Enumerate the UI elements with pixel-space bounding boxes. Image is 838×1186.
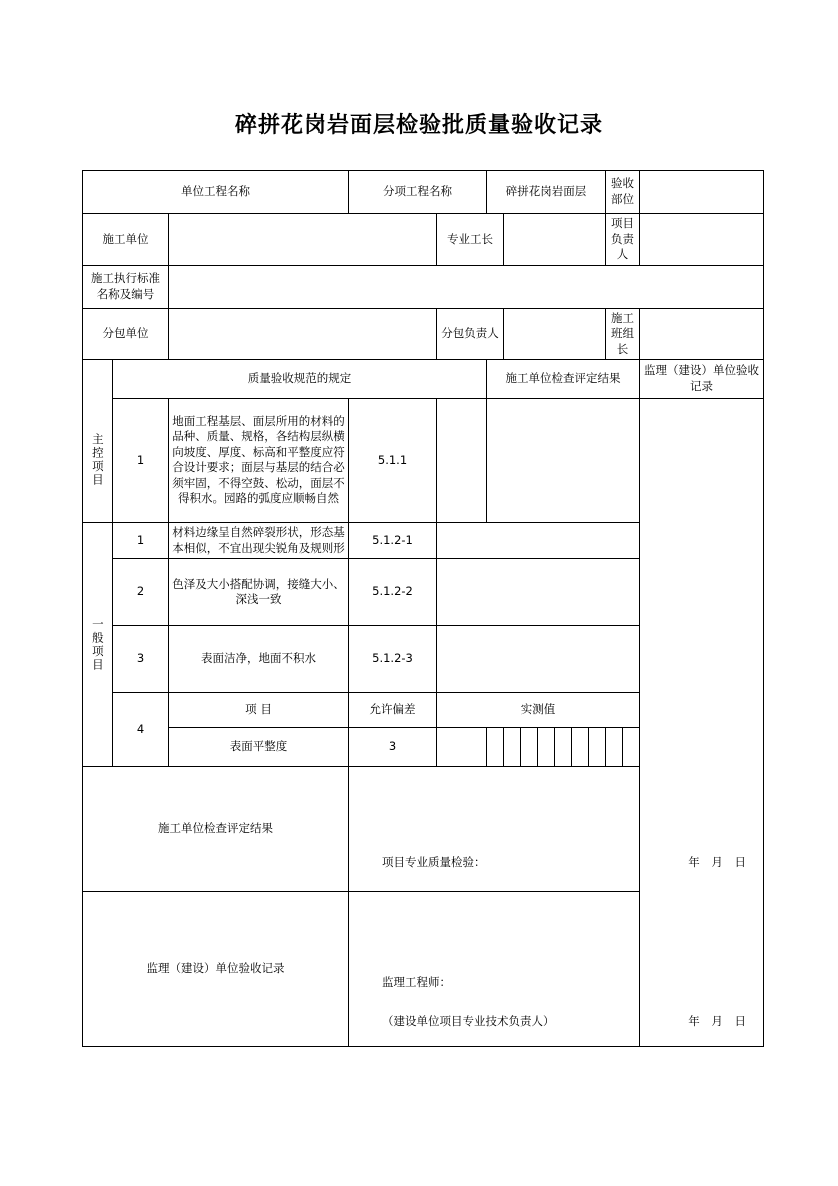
column-header-row [83,360,764,399]
supervision-label: 监理（建设）单位验收记录 [83,892,349,1047]
spec-column-header: 质量验收规范的规定 [113,360,487,399]
measured-cell-10[interactable] [623,728,640,767]
measured-cell-2[interactable] [487,728,504,767]
inspection-form-table [82,170,764,1047]
measured-cell-6[interactable] [555,728,572,767]
construction-unit-value[interactable] [169,214,437,266]
supervision-date-label: 年 月 日 [688,1014,751,1029]
general-item-desc-1: 材料边缘呈自然碎裂形状，形态基本相似，不宜出现尖锐角及规则形 [169,523,349,559]
page-title: 碎拼花岗岩面层检验批质量验收记录 [234,113,603,138]
project-leader-label: 项目负责人 [606,214,640,266]
general-section-label: 一般项目 [83,523,113,767]
measured-cell-9[interactable] [606,728,623,767]
supervision-block-row [83,892,764,1047]
measured-cell-8[interactable] [589,728,606,767]
general-item-no-2: 2 [113,559,169,626]
general-item-no-1: 1 [113,523,169,559]
acceptance-part-value[interactable] [640,171,764,214]
general-item-code-3: 5.1.2-3 [349,626,437,693]
construction-signature-label: 项目专业质量检验： [382,855,486,870]
main-item-row-1 [83,398,764,523]
acceptance-part-label: 验收部位 [606,171,640,214]
standard-name-label: 施工执行标准名称及编号 [83,265,169,308]
tolerance-col-allow: 允许偏差 [349,693,437,728]
general-item-code-2: 5.1.2-2 [349,559,437,626]
supervision-signature-label: 监理工程师： [382,974,452,989]
team-leader-value[interactable] [640,308,764,360]
supervision-content[interactable] [349,892,764,1047]
subcontractor-value[interactable] [169,308,437,360]
construction-result-column-header: 施工单位检查评定结果 [487,360,640,399]
measured-cell-1[interactable] [437,728,487,767]
subcontractor-leader-value[interactable] [504,308,606,360]
header-row-3 [83,265,764,308]
foreman-value[interactable] [504,214,606,266]
tolerance-allow-value: 3 [349,728,437,767]
supervision-result-column-header: 监理（建设）单位验收记录 [640,360,764,399]
foreman-label: 专业工长 [437,214,504,266]
general-item-desc-2: 色泽及大小搭配协调，接缝大小、深浅一致 [169,559,349,626]
construction-date-label: 年 月 日 [688,855,751,870]
general-item-result-2[interactable] [437,559,640,626]
general-item-result-3[interactable] [437,626,640,693]
main-item-desc: 地面工程基层、面层所用的材料的品种、质量、规格，各结构层纵横向坡度、厚度、标高和平整度应符合设计要求；面层与基层的结合必须牢固，不得空鼓、松动，面层不得积水。园路的弧度应顺畅自然 [169,398,349,523]
header-row-2 [83,214,764,266]
general-item-result-1[interactable] [437,523,640,559]
standard-name-value[interactable] [169,265,764,308]
main-section-label: 主控项目 [83,398,113,523]
measured-cell-7[interactable] [572,728,589,767]
main-item-no: 1 [113,398,169,523]
header-row-4 [83,308,764,360]
tolerance-col-measured: 实测值 [437,693,640,728]
tolerance-item-no: 4 [113,693,169,767]
subproject-name-value[interactable]: 碎拼花岗岩面层 [487,171,606,214]
tolerance-col-item: 项 目 [169,693,349,728]
subproject-name-label: 分项工程名称 [349,171,487,214]
subcontractor-leader-label: 分包负责人 [437,308,504,360]
construction-result-content[interactable] [349,767,764,892]
header-row-1 [83,171,764,214]
measured-cell-4[interactable] [521,728,538,767]
team-leader-label: 施工班组长 [606,308,640,360]
general-item-desc-3: 表面洁净，地面不积水 [169,626,349,693]
construction-unit-label: 施工单位 [83,214,169,266]
main-item-code: 5.1.1 [349,398,437,523]
unit-project-name-label: 单位工程名称 [83,171,349,214]
project-leader-value[interactable] [640,214,764,266]
tolerance-item-name: 表面平整度 [169,728,349,767]
supervision-note: （建设单位项目专业技术负责人） [382,1014,555,1029]
construction-result-label: 施工单位检查评定结果 [83,767,349,892]
general-item-no-3: 3 [113,626,169,693]
general-item-code-1: 5.1.2-1 [349,523,437,559]
construction-result-block-row [83,767,764,892]
measured-cell-3[interactable] [504,728,521,767]
measured-cell-5[interactable] [538,728,555,767]
main-item-result[interactable] [487,398,640,523]
subcontractor-label: 分包单位 [83,308,169,360]
